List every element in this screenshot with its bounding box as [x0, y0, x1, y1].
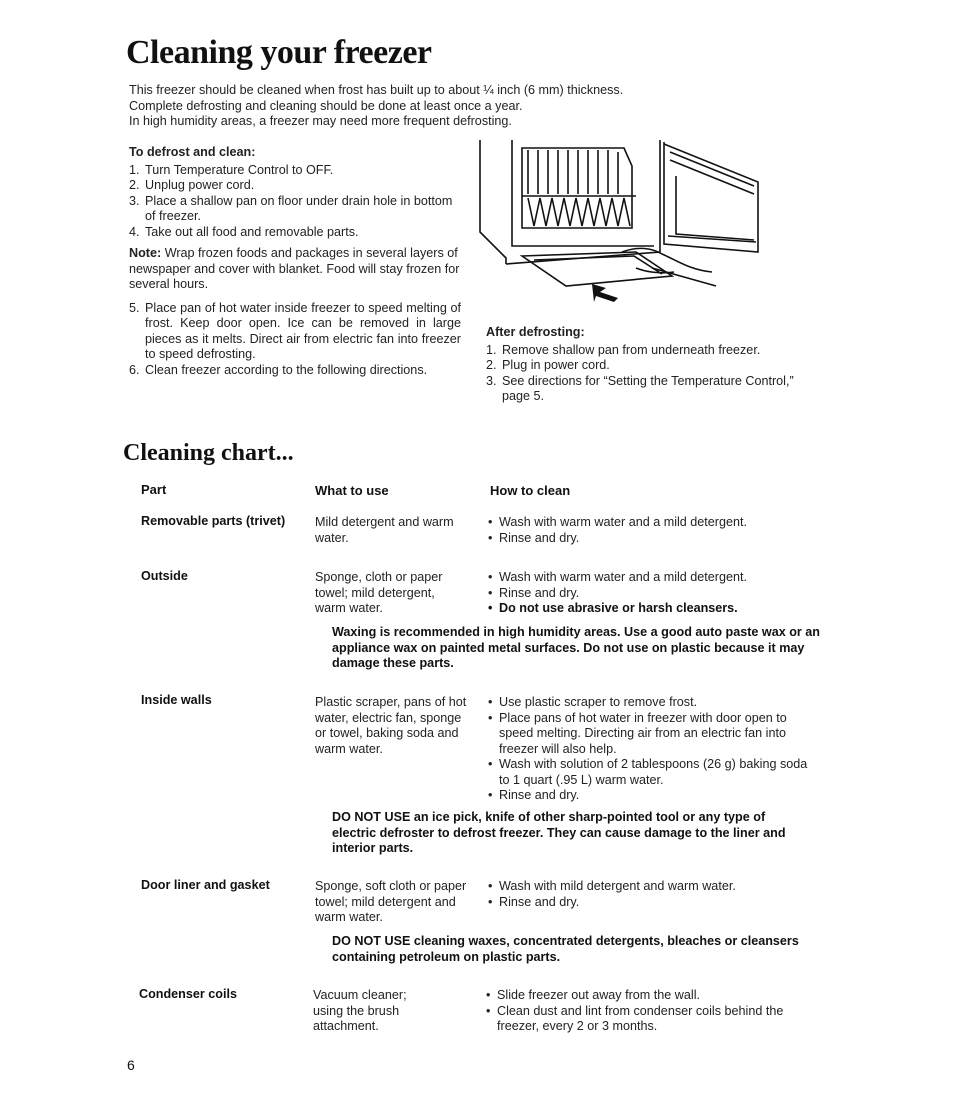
list-item: • Slide freezer out away from the wall. [486, 988, 816, 1004]
list-item: • Wash with solution of 2 tablespoons (26 g) baking soda to 1 quart (.95 L) warm water. [488, 757, 818, 788]
list-item: 3. See directions for “Setting the Temperature Control,” page 5. [486, 373, 794, 403]
defrost-heading: To defrost and clean: [129, 145, 256, 159]
how-outside [488, 570, 818, 617]
chart-title: Cleaning chart... [123, 440, 294, 466]
list-item: • Place pans of hot water in freezer with door open to speed melting. Directing air from an electric fan into freezer will also help. [488, 711, 818, 758]
note-text: Wrap frozen foods and packages in several layers of newspaper and cover with blanket. Food will stay frozen for several hours. [129, 246, 460, 291]
list-item: 5. Place pan of hot water inside freezer to speed melting of frost. Keep door open. Ice can be removed in large pieces as it melts. Direct air from electric fan into freezer to speed defrosting. [129, 300, 461, 361]
note-paragraph [129, 246, 461, 293]
warning-inside-walls: DO NOT USE an ice pick, knife of other sharp-pointed tool or any type of electric defroster to defrost freezer. They can cause damage to the liner and interior parts. [332, 810, 786, 855]
warning-door-liner: DO NOT USE cleaning waxes, concentrated detergents, bleaches or cleansers containing petroleum on plastic parts. [332, 934, 799, 964]
intro-line: In high humidity areas, a freezer may need more frequent defrosting. [129, 114, 512, 128]
list-item: • Rinse and dry. [488, 531, 818, 547]
column-header-part: Part [141, 482, 167, 497]
what-removable-parts: Mild detergent and warm water. [315, 515, 454, 545]
part-condenser-coils: Condenser coils [139, 987, 237, 1001]
defrost-steps-b [129, 301, 461, 379]
intro-line: This freezer should be cleaned when frost has built up to about ¼ inch (6 mm) thickness. [129, 83, 624, 97]
list-item: 1. Turn Temperature Control to OFF. [129, 162, 334, 177]
column-header-what: What to use [315, 483, 389, 498]
how-removable-parts [488, 515, 818, 546]
list-item: • Clean dust and lint from condenser coils behind the freezer, every 2 or 3 months. [486, 1004, 816, 1035]
how-inside-walls [488, 695, 818, 804]
freezer-defrost-illustration [476, 136, 762, 304]
column-header-how: How to clean [490, 483, 571, 498]
list-item: 2. Unplug power cord. [129, 178, 255, 192]
list-item: 2. Plug in power cord. [486, 358, 610, 372]
how-condenser-coils [486, 988, 816, 1035]
list-item: 4. Take out all food and removable parts. [129, 224, 359, 239]
list-item: 6. Clean freezer according to the following directions. [129, 362, 428, 377]
list-item: • Wash with warm water and a mild detergent. [488, 570, 818, 586]
intro-paragraph [129, 83, 729, 130]
list-item: 1. Remove shallow pan from underneath freezer. [486, 342, 761, 357]
after-defrost-section [486, 325, 821, 405]
list-item: • Wash with mild detergent and warm water. [488, 879, 818, 895]
after-steps [486, 343, 821, 405]
what-condenser-coils: Vacuum cleaner; using the brush attachment. [313, 988, 407, 1033]
what-door-liner: Sponge, soft cloth or paper towel; mild detergent and warm water. [315, 879, 467, 924]
part-inside-walls: Inside walls [141, 693, 212, 707]
list-item: • Rinse and dry. [488, 586, 818, 602]
part-outside: Outside [141, 569, 188, 583]
part-removable-parts: Removable parts (trivet) [141, 514, 286, 528]
what-outside: Sponge, cloth or paper towel; mild detergent, warm water. [315, 570, 443, 615]
how-door-liner [488, 879, 818, 910]
warning-outside: Waxing is recommended in high humidity areas. Use a good auto paste wax or an appliance wax on painted metal surfaces. Do not use on plastic because it may damage these parts. [332, 625, 820, 670]
defrost-steps-a [129, 163, 461, 241]
list-item: • Rinse and dry. [488, 895, 818, 911]
list-item: • Do not use abrasive or harsh cleansers. [488, 601, 818, 617]
note-label: Note: [129, 246, 162, 260]
part-door-liner: Door liner and gasket [141, 878, 270, 892]
list-item: 3. Place a shallow pan on floor under drain hole in bottom of freezer. [129, 193, 453, 223]
page-title: Cleaning your freezer [126, 34, 432, 71]
after-heading: After defrosting: [486, 325, 585, 339]
list-item: • Wash with warm water and a mild detergent. [488, 515, 818, 531]
defrost-section [129, 145, 461, 378]
what-inside-walls: Plastic scraper, pans of hot water, electric fan, sponge or towel, baking soda and warm water. [315, 695, 467, 756]
list-item: • Use plastic scraper to remove frost. [488, 695, 818, 711]
page-number: 6 [127, 1057, 135, 1073]
intro-line: Complete defrosting and cleaning should be done at least once a year. [129, 98, 523, 113]
list-item: • Rinse and dry. [488, 788, 818, 804]
